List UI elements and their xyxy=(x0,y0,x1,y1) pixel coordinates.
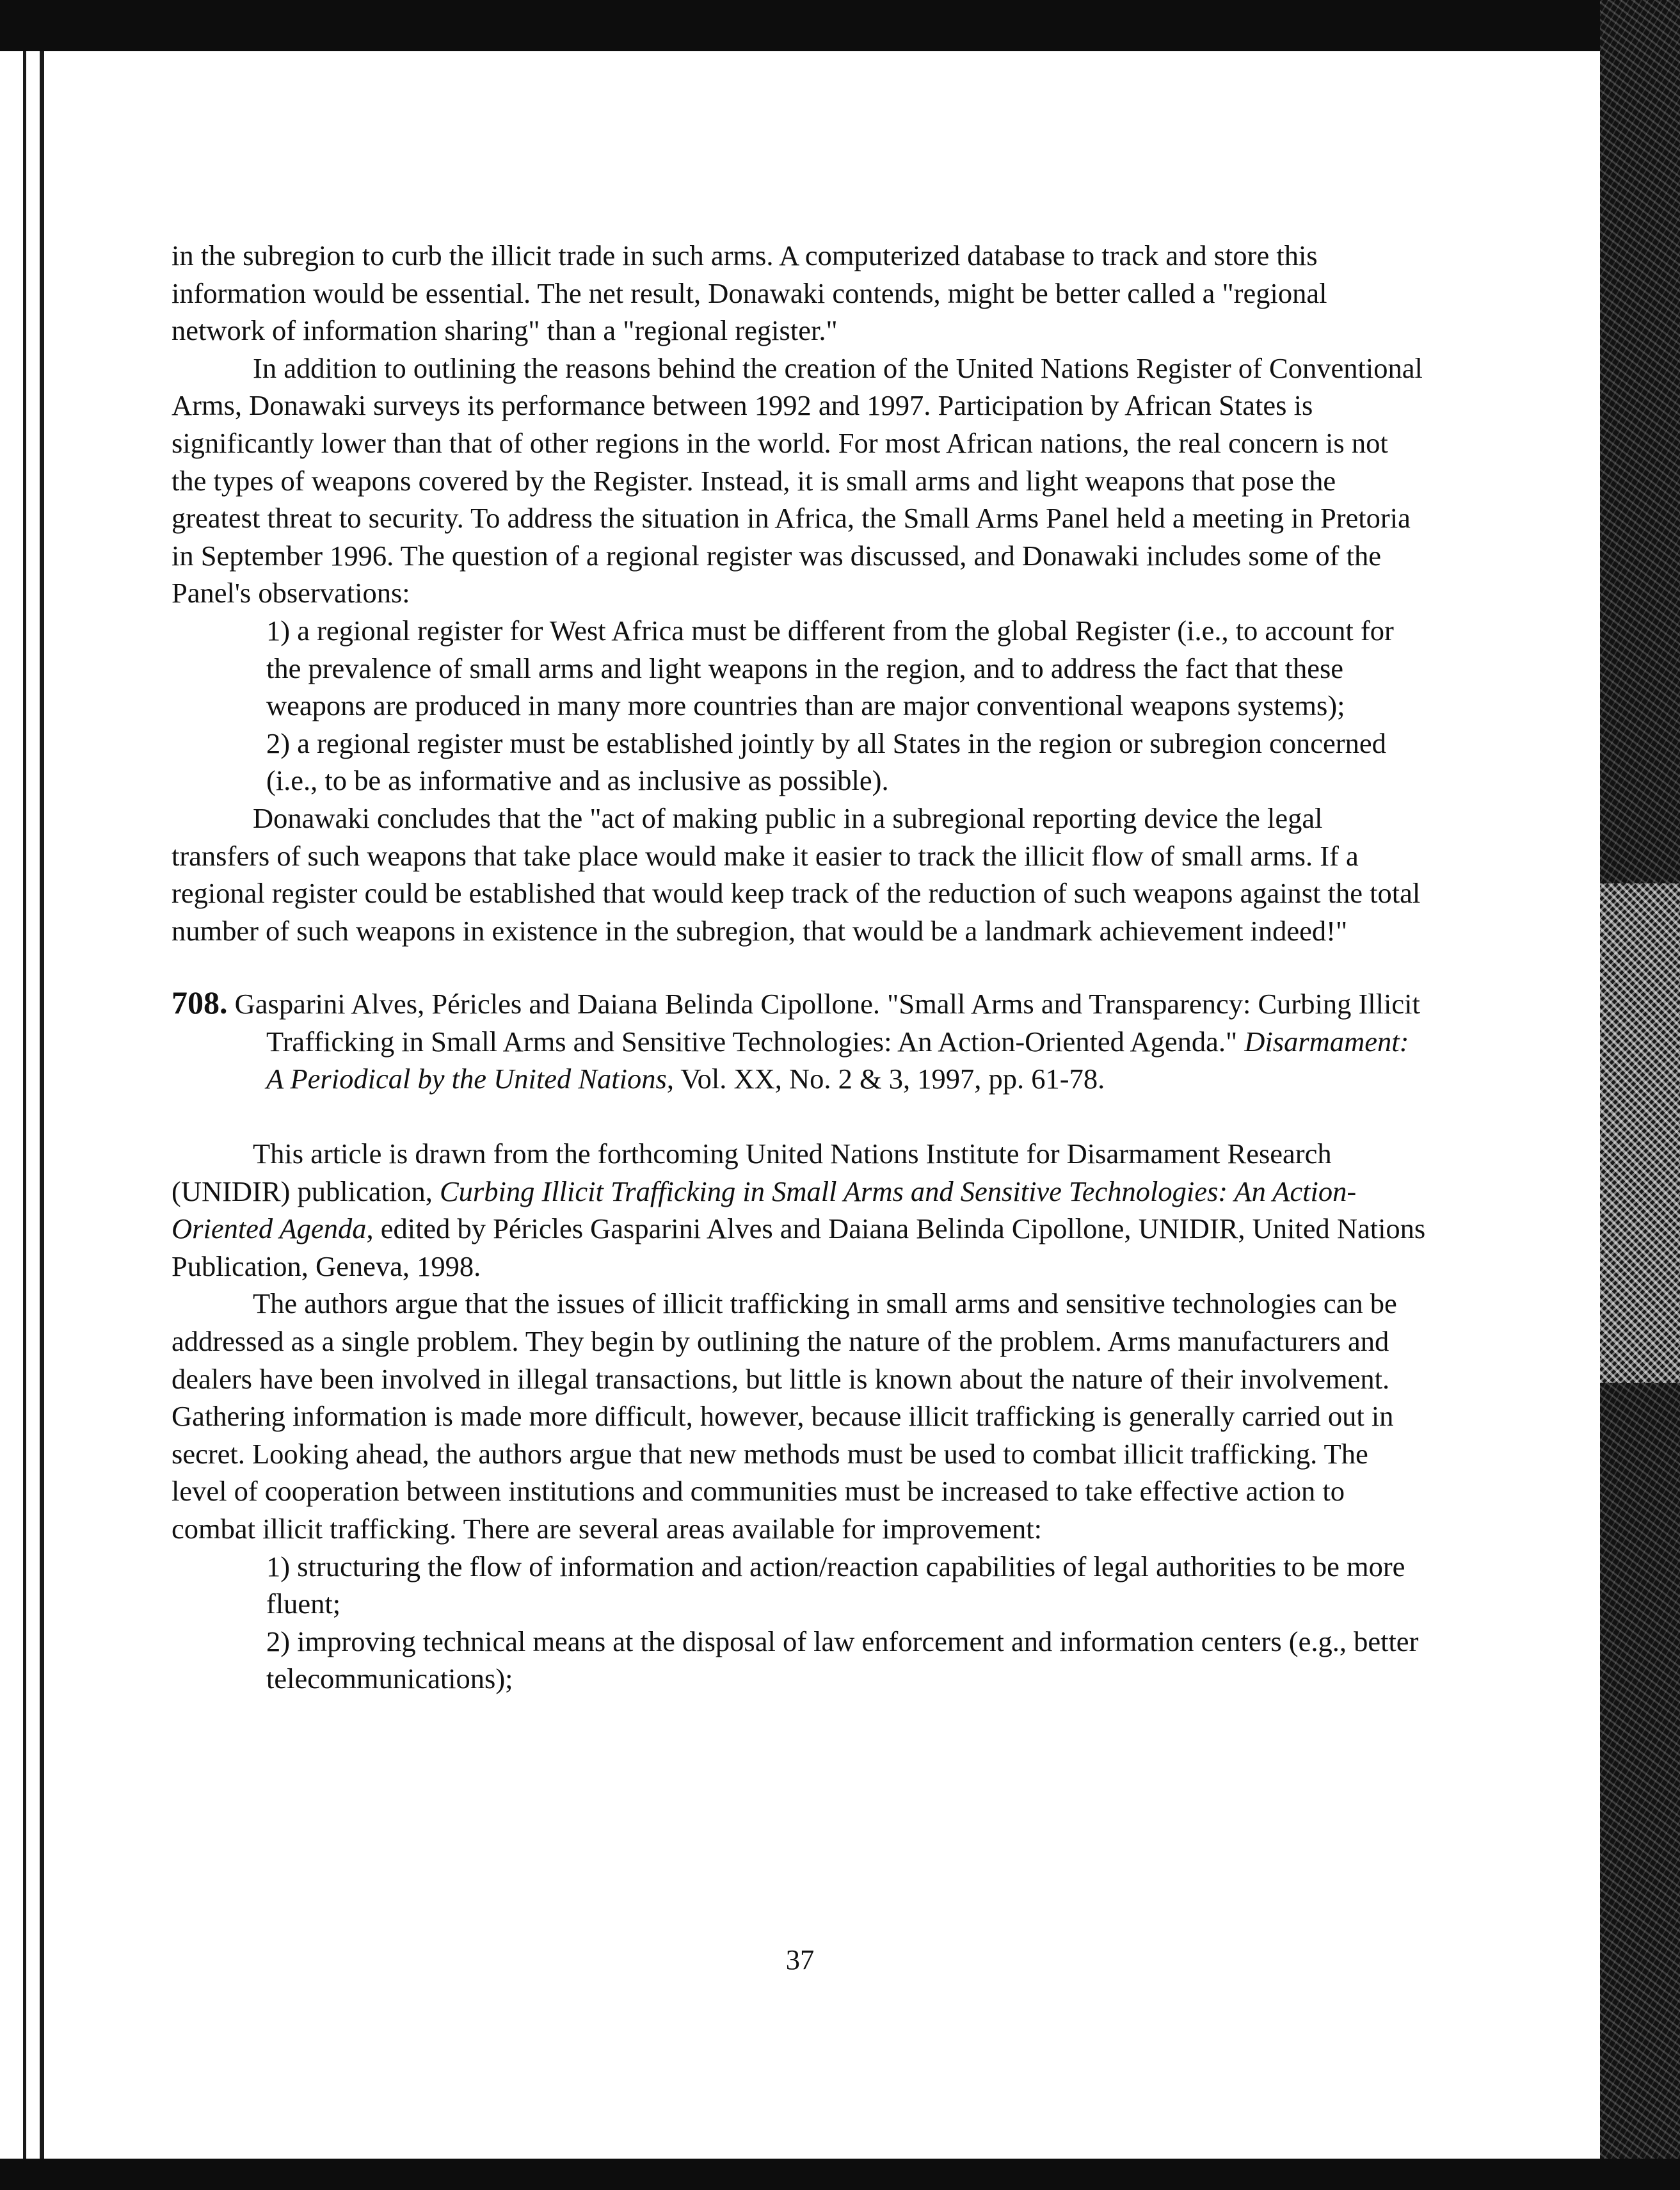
list-item-observation-1: 1) a regional register for West Africa must be different from the global Register (i.e., to account for the prevalence of small arms and light weapons in the region, and to address the fact that these weapons are produced in many more countries than are major conventional weapons systems); xyxy=(266,614,1394,722)
page-number: 37 xyxy=(785,1944,815,1976)
bibliography-entry xyxy=(172,984,1426,1098)
abstract-text: This article is drawn from the forthcoming United Nations Institute for Disarmament Research (UNIDIR) publication, xyxy=(172,1138,1332,1207)
scan-edge-line xyxy=(23,51,26,2159)
scan-edge-line xyxy=(40,51,44,2159)
page-body xyxy=(172,237,1426,1698)
entry-citation-end: , Vol. XX, No. 2 & 3, 1997, pp. 61-78. xyxy=(666,1063,1105,1095)
abstract-text: , edited by Péricles Gasparini Alves and Daiana Belinda Cipollone, UNIDIR, United Nations Publication, Geneva, 1998. xyxy=(172,1212,1426,1282)
paragraph-register-performance: In addition to outlining the reasons behind the creation of the United Nations Register of Conventional Arms, Donawaki surveys its performance between 1992 and 1997. Participation by African States is significantly lower than that of other regions in the world. For most African nations, the real concern is not the types of weapons covered by the Register. Instead, it is small arms and light weapons that pose the greatest threat to security. To address the situation in Africa, the Small Arms Panel held a meeting in Pretoria in September 1996. The question of a regional register was discussed, and Donawaki includes some of the Panel's observations: xyxy=(172,351,1423,609)
abstract-paragraph-source xyxy=(172,1135,1426,1285)
entry-journal: Disarmament: A Periodical by the United Nations xyxy=(266,1025,1409,1095)
list-item-improvement-1: 1) structuring the flow of information and action/reaction capabilities of legal authorities to be more fluent; xyxy=(266,1550,1405,1620)
entry-number: 708. xyxy=(172,985,228,1021)
entry-citation: Gasparini Alves, Péricles and Daiana Belinda Cipollone. "Small Arms and Transparency: Curbing Illicit Trafficking in Small Arms and Sensitive Technologies: An Action-Oriented Agenda." xyxy=(227,988,1420,1058)
scan-noise-right xyxy=(1600,883,1680,1383)
paragraph-continuation: in the subregion to curb the illicit trade in such arms. A computerized database to track and store this information would be essential. The net result, Donawaki contends, might be better called a "regional network of information sharing" than a "regional register." xyxy=(172,239,1327,347)
paragraph-conclusion: Donawaki concludes that the "act of making public in a subregional reporting device the legal transfers of such weapons that take place would make it easier to track the illicit flow of small arms. If a regional register could be established that would keep track of the reduction of such weapons against the total number of such weapons in existence in the subregion, that would be a landmark achievement indeed!" xyxy=(172,801,1421,947)
abstract-paragraph-argument: The authors argue that the issues of illicit trafficking in small arms and sensitive technologies can be addressed as a single problem. They begin by outlining the nature of the problem. Arms manufacturers and dealers have been involved in illegal transactions, but little is known about the nature of their involvement. Gathering information is made more difficult, however, because illicit trafficking is generally carried out in secret. Looking ahead, the authors argue that new methods must be used to combat illicit trafficking. The level of cooperation between institutions and communities must be increased to take effective action to combat illicit trafficking. There are several areas available for improvement: xyxy=(172,1287,1397,1545)
scan-border-top xyxy=(0,0,1680,51)
list-item-observation-2: 2) a regional register must be established jointly by all States in the region or subregion concerned (i.e., to be as informative and as inclusive as possible). xyxy=(266,727,1386,797)
publication-title: Curbing Illicit Trafficking in Small Arms and Sensitive Technologies: An Action-Oriented Agenda xyxy=(172,1175,1357,1245)
list-item-improvement-2: 2) improving technical means at the disposal of law enforcement and information centers (e.g., better telecommunications); xyxy=(266,1625,1419,1695)
scan-border-bottom xyxy=(0,2159,1680,2190)
